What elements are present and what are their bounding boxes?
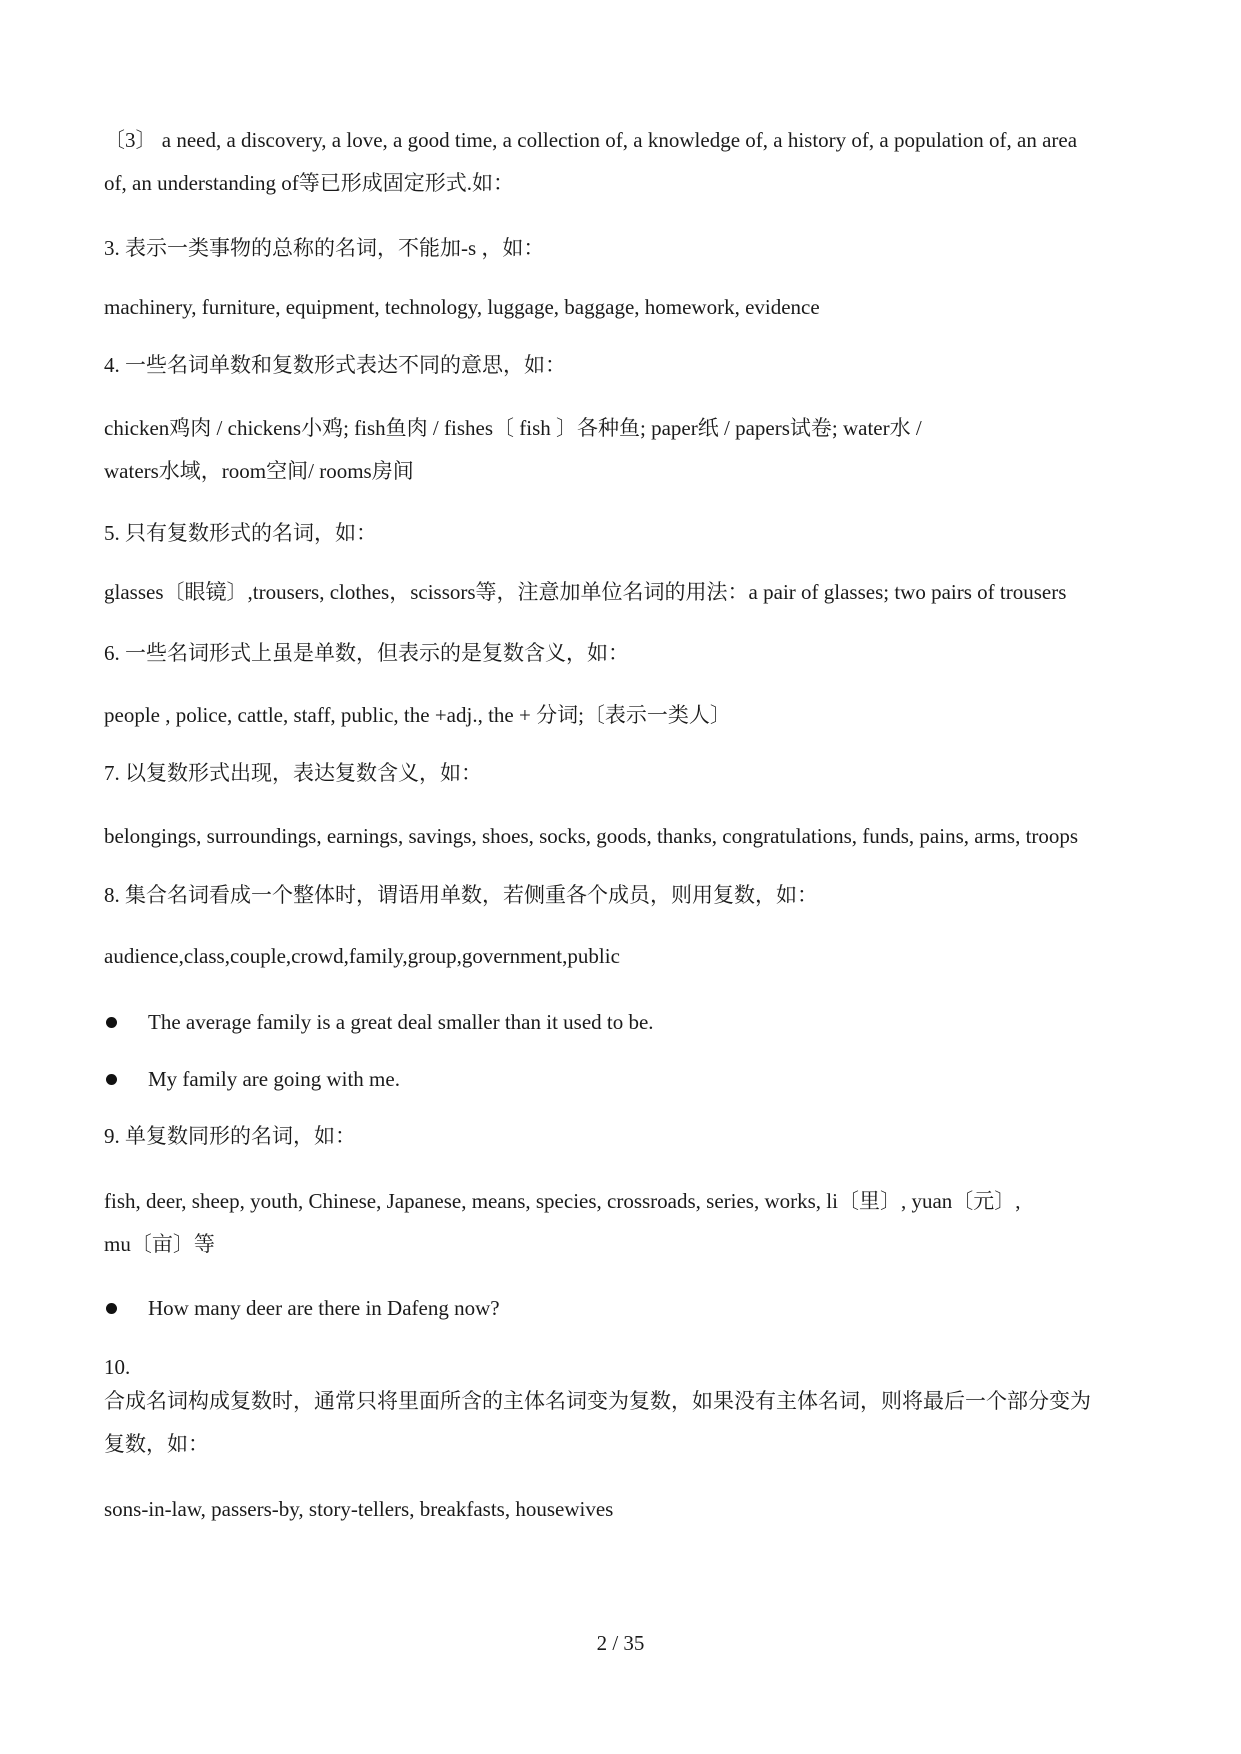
bullet-text: The average family is a great deal smaller than it used to be. [148,1010,654,1034]
heading-rule-8: 8. 集合名词看成一个整体时，谓语用单数，若侧重各个成员，则用复数，如： [104,883,818,907]
heading-rule-10-number: 10. [104,1355,131,1379]
heading-rule-3: 3. 表示一类事物的总称的名词，不能加-s ，如： [104,236,545,260]
text-line: waters水域，room空间/ rooms房间 [104,459,414,483]
paragraph-rule-4-examples [104,407,1144,493]
heading-rule-6: 6. 一些名词形式上虽是单数，但表示的是复数含义，如： [104,641,629,665]
heading-rule-7: 7. 以复数形式出现，表达复数含义，如： [104,761,482,785]
heading-rule-4: 4. 一些名词单数和复数形式表达不同的意思，如： [104,353,566,377]
bullet-icon [106,1303,117,1314]
heading-rule-5: 5. 只有复数形式的名词，如： [104,521,377,545]
paragraph-rule-5-examples: glasses〔眼镜〕,trousers, clothes，scissors等，注意加单位名词的用法：a pair of glasses; two pairs of trousers [104,580,1067,604]
paragraph-item-3-examples [104,119,1144,205]
heading-rule-9: 9. 单复数同形的名词，如： [104,1124,356,1148]
text-line: 合成名词构成复数时，通常只将里面所含的主体名词变为复数，如果没有主体名词，则将最后一个部分变为 [104,1389,1091,1413]
text-line: fish, deer, sheep, youth, Chinese, Japanese, means, species, crossroads, series, works, li〔里〕, yuan〔元〕, [104,1189,1021,1213]
heading-rule-10 [104,1380,1144,1466]
text-line: 复数，如： [104,1432,209,1456]
paragraph-rule-7-examples: belongings, surroundings, earnings, savings, shoes, socks, goods, thanks, congratulations, funds, pains, arms, troops [104,824,1079,848]
paragraph-rule-8-examples: audience,class,couple,crowd,family,group,government,public [104,944,620,968]
text-line: 〔3〕 a need, a discovery, a love, a good time, a collection of, a knowledge of, a history of, a population of, an area [104,128,1078,152]
text-line: of, an understanding of等已形成固定形式.如： [104,171,515,195]
bullet-icon [106,1074,117,1085]
text-line: chicken鸡肉 / chickens小鸡; fish鱼肉 / fishes〔 fish 〕各种鱼; paper纸 / papers试卷; water水 / [104,416,922,440]
paragraph-rule-3-examples: machinery, furniture, equipment, technology, luggage, baggage, homework, evidence [104,295,820,319]
page-number: 2 / 35 [596,1631,645,1655]
paragraph-rule-9-examples [104,1180,1144,1266]
bullet-text: My family are going with me. [148,1067,400,1091]
text-line: mu〔亩〕等 [104,1232,215,1256]
bullet-text: How many deer are there in Dafeng now? [148,1296,500,1320]
bullet-icon [106,1017,117,1028]
paragraph-rule-10-examples: sons-in-law, passers-by, story-tellers, breakfasts, housewives [104,1497,614,1521]
paragraph-rule-6-examples: people , police, cattle, staff, public, the +adj., the + 分词;〔表示一类人〕 [104,703,731,727]
